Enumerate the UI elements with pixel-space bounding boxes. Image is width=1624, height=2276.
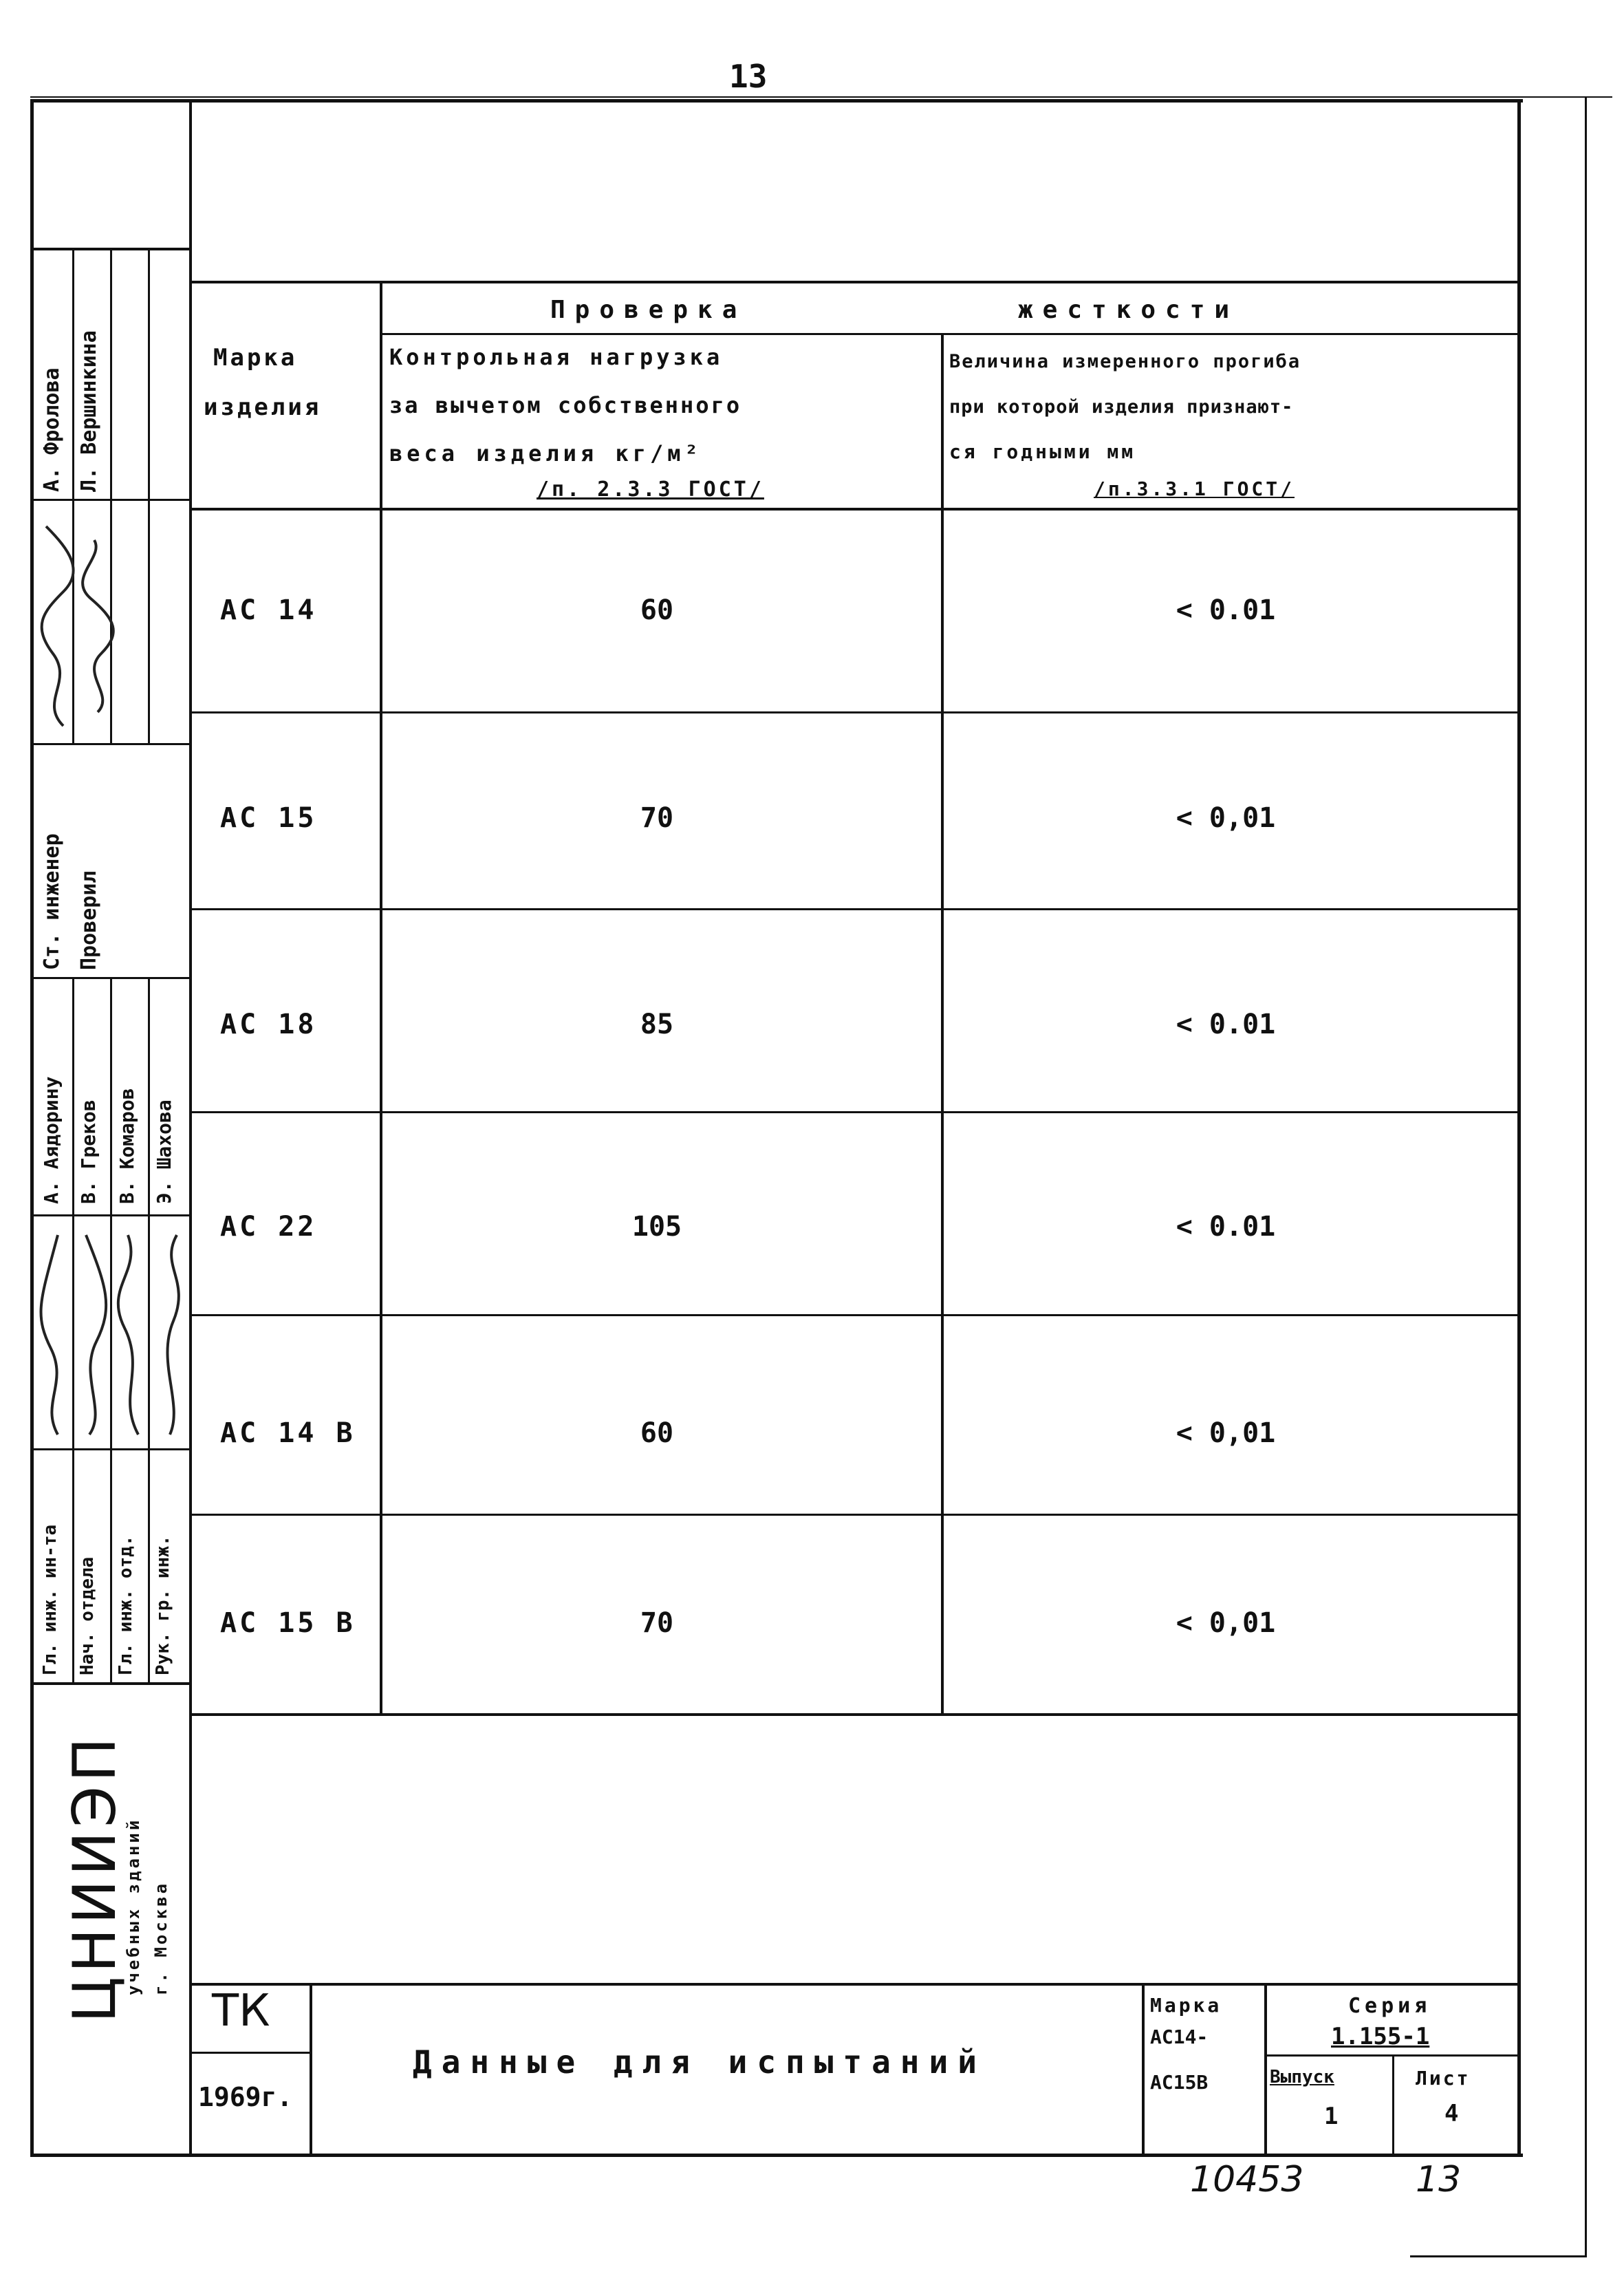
signature [153,1232,195,1438]
row-divider [189,908,1520,910]
row-deflection: < 0.01 [1176,594,1276,626]
footer-page-number: 13 [1416,2159,1462,2200]
side-subcol [148,248,150,743]
header-mark-1: Марка [213,344,298,372]
page-border-top [30,96,1612,98]
row-load: 105 [631,1211,682,1243]
header-check: Проверка [550,296,747,324]
titleblock-v1 [310,1983,312,2155]
series-label: Серия [1348,1994,1431,2018]
mark-label: Марка [1150,1994,1222,2017]
header-defl-2: при которой изделия признают- [949,396,1294,418]
titleblock-v4 [1392,2054,1394,2155]
row-mark: АС 22 [220,1211,317,1243]
table-col1 [380,281,382,1715]
header-rigidity: жесткости [1018,296,1239,324]
sheet-value: 4 [1444,2100,1459,2127]
stamp-role: Ст. инженер [40,833,64,970]
row-deflection: < 0.01 [1176,1009,1276,1040]
frame-left-inner [189,99,192,2156]
header-load-1: Контрольная нагрузка [389,344,724,370]
frame-right [1517,99,1521,2156]
stamp-name: А. Аядорину [40,1076,63,1204]
row-deflection: < 0.01 [1176,1211,1276,1243]
mark-value-2: АС15В [1150,2071,1209,2094]
row-deflection: < 0,01 [1176,802,1276,834]
titleblock-v2 [1142,1983,1145,2155]
row-load: 70 [640,1607,674,1639]
row-divider [189,1314,1520,1316]
side-divider [30,743,192,745]
page-number-top: 13 [729,58,768,95]
signature [76,1232,118,1438]
titleblock-h1 [189,2052,312,2054]
stamp-role: Гл. инж. отд. [116,1535,136,1675]
issue-label: Выпуск [1270,2067,1334,2087]
mark-value-1: АС14- [1150,2026,1209,2048]
row-mark: АС 14 [220,594,317,626]
org-city: г. Москва [151,1880,171,1995]
signature [114,1232,156,1438]
row-deflection: < 0,01 [1176,1417,1276,1449]
row-divider [189,1514,1520,1516]
table-top [189,281,1520,283]
page-border-bottom [1410,2255,1587,2257]
series-value: 1.155-1 [1331,2023,1430,2050]
header-mark-2: изделия [204,394,322,421]
frame-top [30,99,1523,103]
stamp-name: Э. Шахова [153,1099,175,1204]
row-divider [189,711,1520,713]
row-load: 60 [640,1417,674,1449]
doc-number: 10453 [1190,2159,1304,2200]
issue-value: 1 [1324,2103,1339,2130]
sheet-label: Лист [1416,2067,1471,2090]
row-mark: АС 15 [220,802,317,834]
header-defl-3: ся годными мм [949,440,1136,463]
stamp-role: Нач. отдела [77,1556,98,1675]
stamp-role: Проверил [77,870,101,970]
stamp-name: А. Фролова [40,367,64,492]
year-label: 1969г. [198,2082,293,2112]
table-header-bottom [189,508,1520,511]
row-mark: АС 14 В [220,1417,356,1449]
header-load-3: веса изделия кг/м² [389,440,702,466]
row-load: 70 [640,802,674,834]
signature [77,537,126,716]
frame-left [30,99,34,2156]
header-load-2: за вычетом собственного [389,392,742,418]
row-load: 60 [640,594,674,626]
row-mark: АС 15 В [220,1607,356,1639]
signature [37,1232,79,1438]
header-defl-1: Величина измеренного прогиба [949,351,1301,372]
table-header-divider [380,333,1520,335]
frame-bottom [30,2154,1523,2157]
header-defl-ref: /п.3.3.1 ГОСТ/ [1094,477,1295,500]
document-title: Данные для испытаний [413,2043,986,2081]
header-load-ref: /п. 2.3.3 ГОСТ/ [537,477,764,502]
titleblock-v3 [1264,1983,1267,2155]
stamp-name: В. Комаров [116,1088,138,1204]
row-mark: АС 18 [220,1009,317,1040]
row-load: 85 [640,1009,674,1040]
table-bottom [189,1713,1520,1716]
org-subtitle: учебных зданий [124,1817,143,1995]
row-deflection: < 0,01 [1176,1607,1276,1639]
row-divider [189,1111,1520,1113]
org-name: ЦНИИЭП [61,1733,129,2023]
page-border-right [1585,96,1587,2257]
tk-label: ТК [212,1986,270,2037]
stamp-name: Л. Вершинкина [77,330,101,492]
stamp-name: В. Греков [77,1099,100,1204]
titleblock-top [189,1983,1520,1986]
stamp-role: Гл. инж. ин-та [40,1524,61,1675]
stamp-role: Рук. гр. инж. [153,1535,173,1675]
side-divider [30,1682,192,1685]
